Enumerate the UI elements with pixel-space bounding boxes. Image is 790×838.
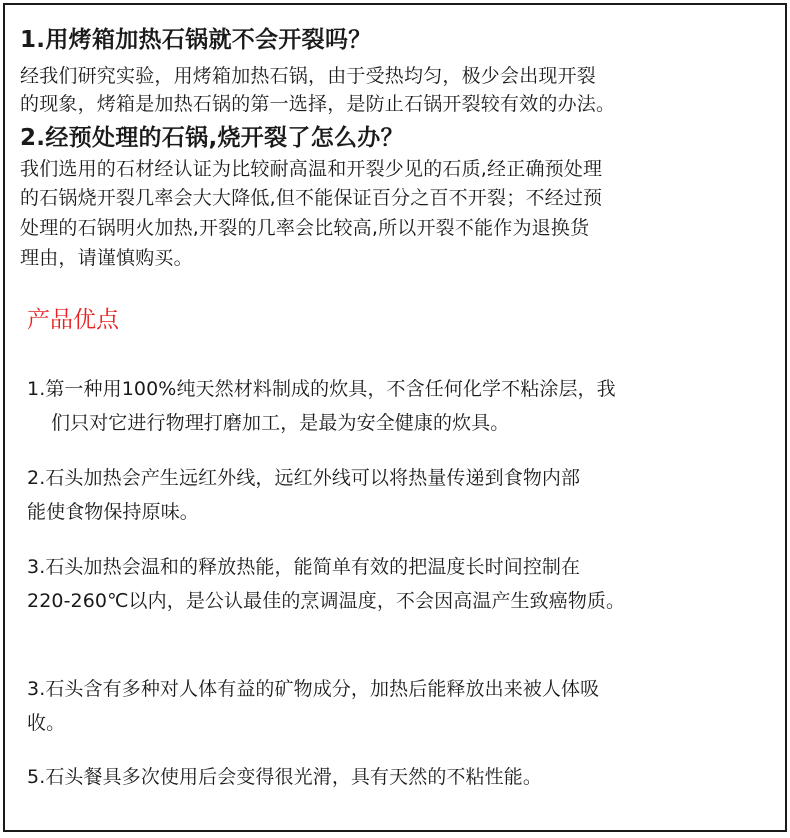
- faq-answer-2-line-3: 处理的石锅明火加热,开裂的几率会比较高,所以开裂不能作为退换货: [20, 217, 590, 239]
- faq-answer-1-line-1: 经我们研究实验，用烤箱加热石锅，由于受热均匀，极少会出现开裂: [20, 65, 597, 87]
- advantage-4-line-1: 3.石头含有多种对人体有益的矿物成分，加热后能释放出来被人体吸: [27, 678, 600, 700]
- faq-question-2: 2.经预处理的石锅,烧开裂了怎么办？: [20, 125, 404, 151]
- advantage-1-line-1: 1.第一种用100%纯天然材料制成的炊具，不含任何化学不粘涂层，我: [27, 378, 616, 400]
- advantage-5-line-1: 5.石头餐具多次使用后会变得很光滑，具有天然的不粘性能。: [27, 766, 542, 788]
- faq-answer-2-line-1: 我们选用的石材经认证为比较耐高温和开裂少见的石质,经正确预处理: [20, 158, 603, 180]
- faq-answer-2-line-2: 的石锅烧开裂几率会大大降低,但不能保证百分之百不开裂；不经过预: [20, 187, 603, 209]
- faq-answer-2-line-4: 理由，请谨慎购买。: [20, 247, 193, 269]
- advantage-1-line-2: 们只对它进行物理打磨加工，是最为安全健康的炊具。: [51, 412, 510, 434]
- faq-answer-1-line-2: 的现象，烤箱是加热石锅的第一选择，是防止石锅开裂较有效的办法。: [20, 93, 616, 115]
- advantages-heading: 产品优点: [27, 307, 119, 333]
- advantage-2-line-1: 2.石头加热会产生远红外线，远红外线可以将热量传递到食物内部: [27, 467, 581, 489]
- advantage-4-line-2: 收。: [27, 712, 66, 734]
- product-info-page: [3, 3, 787, 832]
- faq-question-1: 1.用烤箱加热石锅就不会开裂吗？: [20, 27, 372, 53]
- advantage-3-line-2: 220-260℃以内，是公认最佳的烹调温度，不会因高温产生致癌物质。: [27, 590, 626, 612]
- advantage-3-line-1: 3.石头加热会温和的释放热能，能简单有效的把温度长时间控制在: [27, 556, 581, 578]
- advantage-2-line-2: 能使食物保持原味。: [27, 501, 199, 523]
